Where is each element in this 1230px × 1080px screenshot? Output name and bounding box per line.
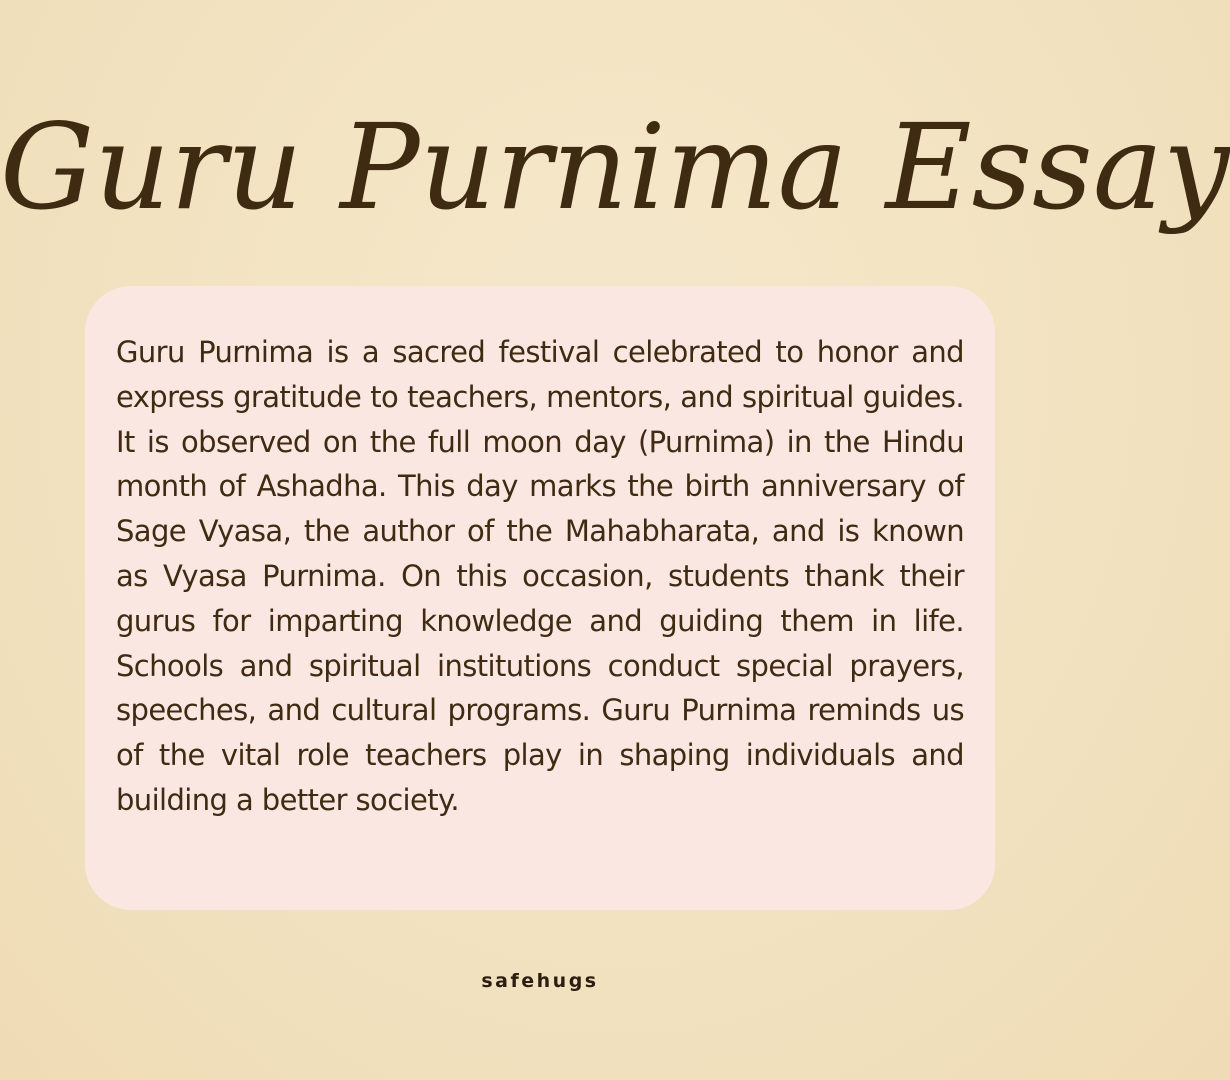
page-title: Guru Purnima Essay xyxy=(0,98,1230,236)
essay-body: Guru Purnima is a sacred festival celebrated to honor and express gratitude to teachers, mentors, and spiritual guides. It is observed on the full moon day (Purnima) in the Hindu month of Ashadha. This day marks the birth anniversary of Sage Vyasa, the author of the Mahabharata, and is known as Vyasa Purnima. On this occasion, students thank their gurus for imparting knowledge and guiding them in life. Schools and spiritual institutions conduct special prayers, speeches, and cultural programs. Guru Purnima reminds us of the vital role teachers play in shaping individuals and building a better society. xyxy=(116,335,964,817)
brand-name: safehugs xyxy=(481,970,599,992)
